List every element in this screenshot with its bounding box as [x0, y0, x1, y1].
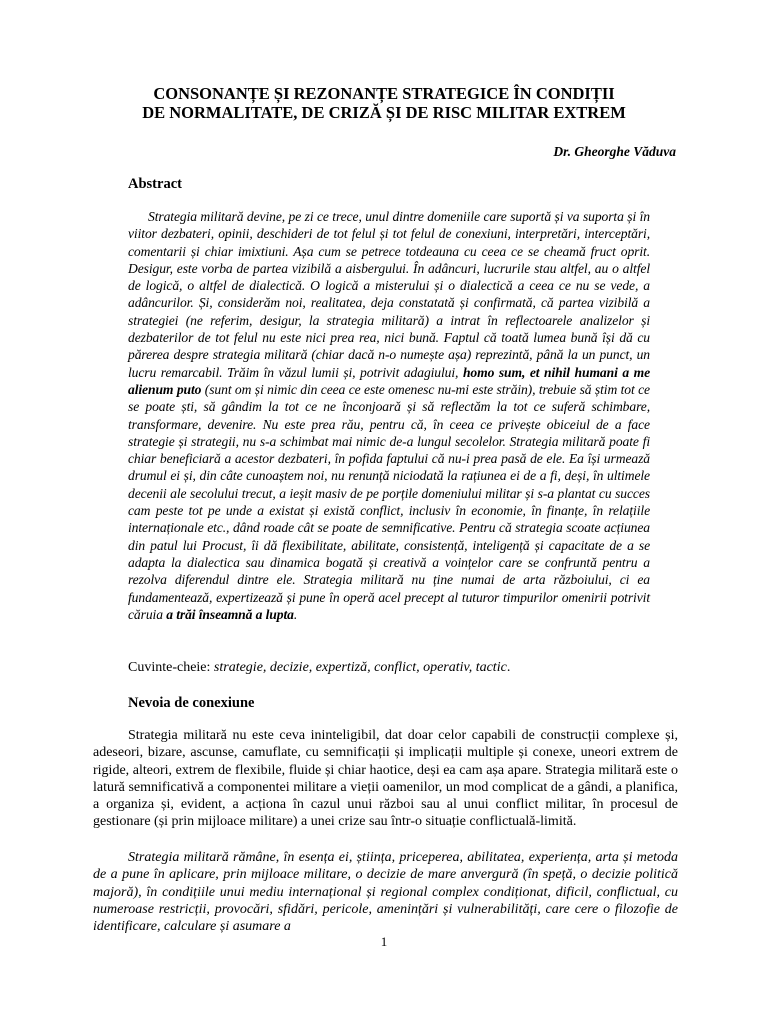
author-name: Dr. Gheorghe Văduva	[553, 144, 676, 159]
title-line-2: DE NORMALITATE, DE CRIZĂ ȘI DE RISC MILITAR EXTREM	[142, 103, 626, 122]
abstract-part-3: .	[293, 606, 298, 622]
section-heading: Nevoia de conexiune	[128, 695, 255, 711]
abstract-part-1: Strategia militară devine, pe zi ce trece, unul dintre domeniile care suportă și va suporta și în viitor dezbateri, opinii, deschideri de tot felul și tot felul de conexiuni, interpretări, interceptări, comentarii și chiar imixtiuni. Așa cum se petrece totdeauna cu ceea ce se cheamă fruct oprit. Desigur, este vorba de partea vizibilă a aisbergului. În adâncuri, lucrurile stau altfel, au o altfel de logică, o altfel de dialectică. O logică a misterului și o dialectică a ceea ce nu se vede, a adâncurilor. Și, considerăm noi, realitatea, deja constatată și confirmată, că partea vizibilă a strategiei (ne referim, desigur, la strategia militară) a intrat în reflectoarele analizelor și dezbaterilor de tot felul nu este nici prea rea, nici bună. Faptul că toată lumea bună își dă cu părerea despre strategia militară (chiar dacă n-o numește așa) reprezintă, până la un punct, un lucru remarcabil. Trăim în văzul lumii și, potrivit adagiului,	[128, 209, 650, 380]
abstract-part-2: (sunt om și nimic din ceea ce este omenesc nu-mi este străin), trebuie să știm tot ce se poate ști, să gândim la tot ce ne înconjoară și să reflectăm la tot ce suferă schimbare, transformare, devenire. Nu este prea rău, pentru că, în ceea ce privește obiceiul de a face strategie și strategii, nu s-a schimbat mai nimic de-a lungul secolelor. Strategia militară poate fi chiar beneficiară a acestor dezbateri, în pofida faptului că nu-i prea pasă de ele. Ea își urmează drumul ei și, din câte cunoaștem noi, nu renunță niciodată la rațiunea ei de a fi, deși, în ultimele decenii ale secolului trecut, a ieșit masiv de pe porțile domeniului militar și s-a plantat cu succes cam peste tot pe unde a existat și există conflict, inclusiv în economie, în finanțe, în relațiile internaționale etc., dând roade cât se poate de semnificative. Pentru că strategia scoate acțiunea din patul lui Procust, îi dă flexibilitate, abilitate, consistență, inteligență și capacitate de a se adapta la dialectica sau dinamica bogată și creativă a voințelor care se confruntă pentru a rezolva diferendul dintre ele. Strategia militară nu ține numai de arta războiului, ci ea fundamentează, expertizează și pune în operă acel precept al tuturor timpurilor omenirii potrivit căruia	[128, 381, 650, 622]
keywords-label: Cuvinte-cheie:	[128, 660, 214, 675]
abstract-motto: a trăi înseamnă a lupta	[166, 606, 294, 622]
body-paragraph-1: Strategia militară nu este ceva ininteligibil, dat doar celor capabili de construcții complexe și, adeseori, bizare, ascunse, camuflate, cu semnificații și implicații multiple și conexe, uneori extrem de rigide, alteori, extrem de flexibile, fluide și chiar haotice, deși ea cam așa apare. Strategia militară este o latură semnificativă a componentei militare a vieții oamenilor, un mod complicat de a gândi, a planifica, a organiza și, evident, a acționa în cazul unui război sau al unui conflict militar, în procesul de gestionare (și prin mijloace militare) a unei crize sau într-o situație conflictuală-limită.	[93, 728, 678, 830]
abstract-quote-latin: homo sum, et nihil humani a me alienum puto	[128, 364, 651, 397]
page-number: 1	[380, 934, 388, 949]
abstract-heading: Abstract	[128, 176, 182, 192]
keywords-list: strategie, decizie, expertiză, conflict, operativ, tactic	[213, 660, 507, 675]
abstract-text	[128, 208, 650, 623]
page-title	[60, 84, 708, 122]
keywords: Cuvinte-cheie: strategie, decizie, expertiză, conflict, operativ, tactic.	[128, 660, 511, 675]
body-paragraph-2: Strategia militară rămâne, în esența ei, știința, priceperea, abilitatea, experiența, arta și metoda de a pune în aplicare, prin mijloace militare, o decizie de mare anvergură (în speță, o decizie politică majoră), în condițiile unui mediu internațional și regional complex condiționat, dificil, conflictual, cu numeroase restricții, provocări, sfidări, pericole, amenințări și vulnerabilități, care cere o filozofie de identificare, calculare și asumare a	[93, 850, 678, 935]
title-line-1: CONSONANȚE ȘI REZONANȚE STRATEGICE ÎN CONDIȚII	[153, 84, 615, 103]
